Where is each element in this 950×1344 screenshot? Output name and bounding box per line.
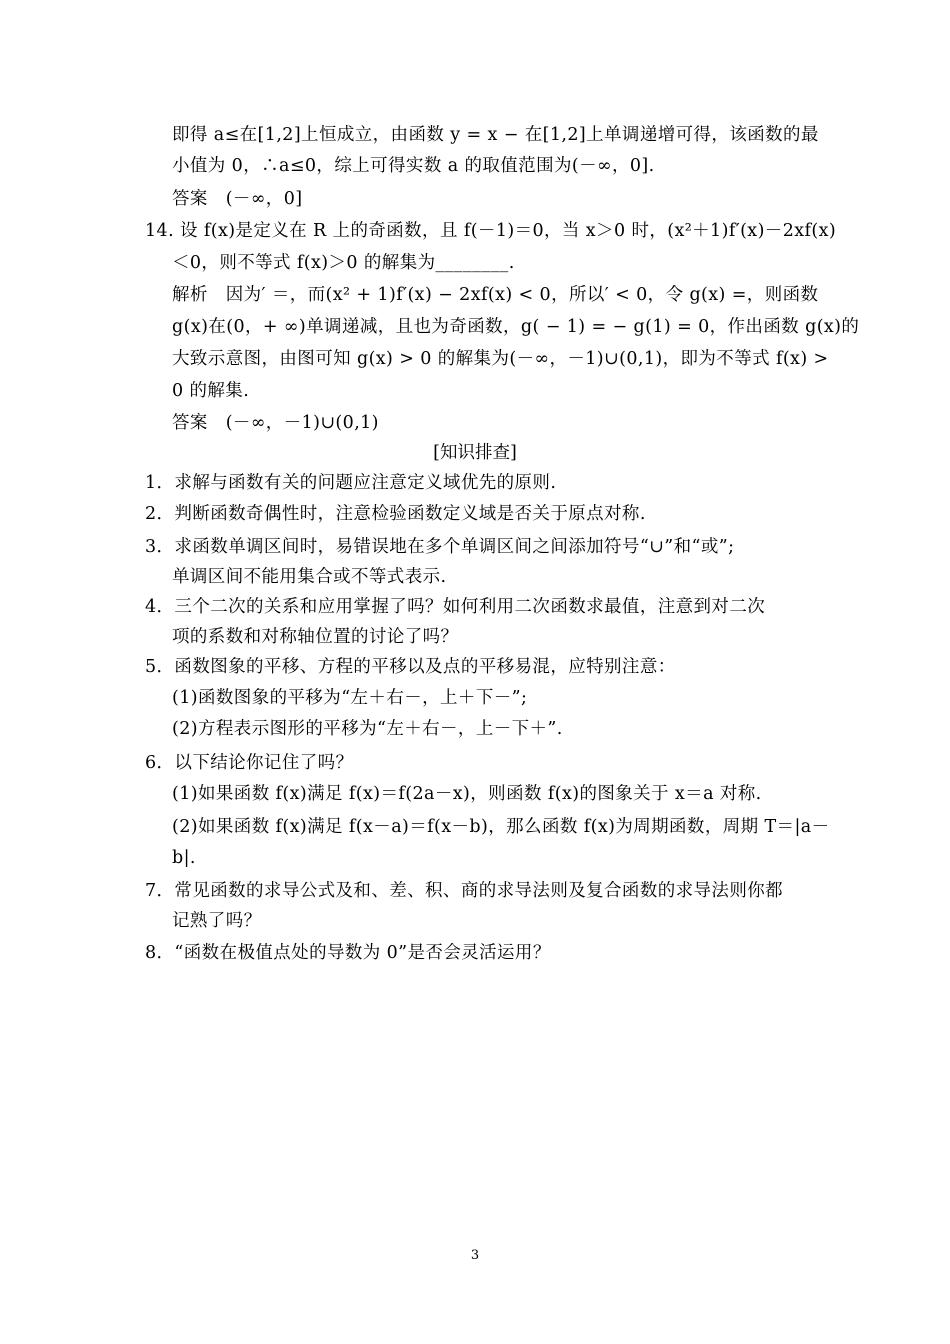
text-line: 8．“函数在极值点处的导数为 0”是否会灵活运用？ <box>145 943 551 963</box>
text-line: (2)如果函数 f(x)满足 f(x－a)＝f(x－b)，那么函数 f(x)为周期函数，周期 T＝|a－ <box>172 817 830 837</box>
text-line: 即得 a≤在[1,2]上恒成立，由函数 y = x − 在[1,2]上单调递增可得，该函数的最 <box>172 125 819 145</box>
text-line: (1)如果函数 f(x)满足 f(x)＝f(2a－x)，则函数 f(x)的图象关于 x＝a 对称. <box>172 784 762 804</box>
text-line: 7．常见函数的求导公式及和、差、积、商的求导法则及复合函数的求导法则你都 <box>145 881 784 901</box>
text-line: 6．以下结论你记住了吗？ <box>145 753 354 773</box>
text-line: g(x)在(0，+ ∞)单调递减，且也为奇函数，g( − 1) = − g(1) = 0，作出函数 g(x)的 <box>172 317 860 337</box>
text-line: (1)函数图象的平移为“左＋右－，上＋下－”; <box>172 688 528 708</box>
text-line: 小值为 0，∴a≤0，综上可得实数 a 的取值范围为(－∞，0]. <box>172 156 655 176</box>
text-line: 大致示意图，由图可知 g(x) > 0 的解集为(－∞，－1)∪(0,1)，即为不等式 f(x) > <box>172 349 829 369</box>
text-line: ＜0，则不等式 f(x)＞0 的解集为________. <box>172 253 515 273</box>
text-line: 0 的解集. <box>172 381 250 401</box>
text-line: (2)方程表示图形的平移为“左＋右－，上－下＋”. <box>172 719 563 739</box>
text-line: b|. <box>172 848 196 868</box>
answer-line: 答案 (－∞，－1)∪(0,1) <box>172 413 379 433</box>
text-line: 解析 因为′ ＝，而(x² + 1)f′(x) − 2xf(x) < 0，所以′ < 0，令 g(x) =，则函数 <box>172 285 819 305</box>
text-line: 2．判断函数奇偶性时，注意检验函数定义域是否关于原点对称. <box>145 504 646 524</box>
page-number: 3 <box>470 1248 480 1263</box>
text-line: 5．函数图象的平移、方程的平移以及点的平移易混，应特别注意： <box>145 657 676 677</box>
text-line: 1．求解与函数有关的问题应注意定义域优先的原则. <box>145 473 557 493</box>
text-line: 项的系数和对称轴位置的讨论了吗？ <box>172 627 459 647</box>
section-heading: [知识排查] <box>433 443 517 463</box>
text-line: 4．三个二次的关系和应用掌握了吗？如何利用二次函数求最值，注意到对二次 <box>145 597 766 617</box>
text-line: 记熟了吗？ <box>172 911 262 931</box>
text-line: 14. 设 f(x)是定义在 R 上的奇函数，且 f(－1)＝0，当 x＞0 时，(x²＋1)f′(x)－2xf(x) <box>145 221 837 241</box>
answer-line: 答案 (－∞，0] <box>172 189 303 209</box>
text-line: 单调区间不能用集合或不等式表示. <box>172 567 447 587</box>
text-line: 3．求函数单调区间时，易错误地在多个单调区间之间添加符号“∪”和“或”; <box>145 537 735 557</box>
